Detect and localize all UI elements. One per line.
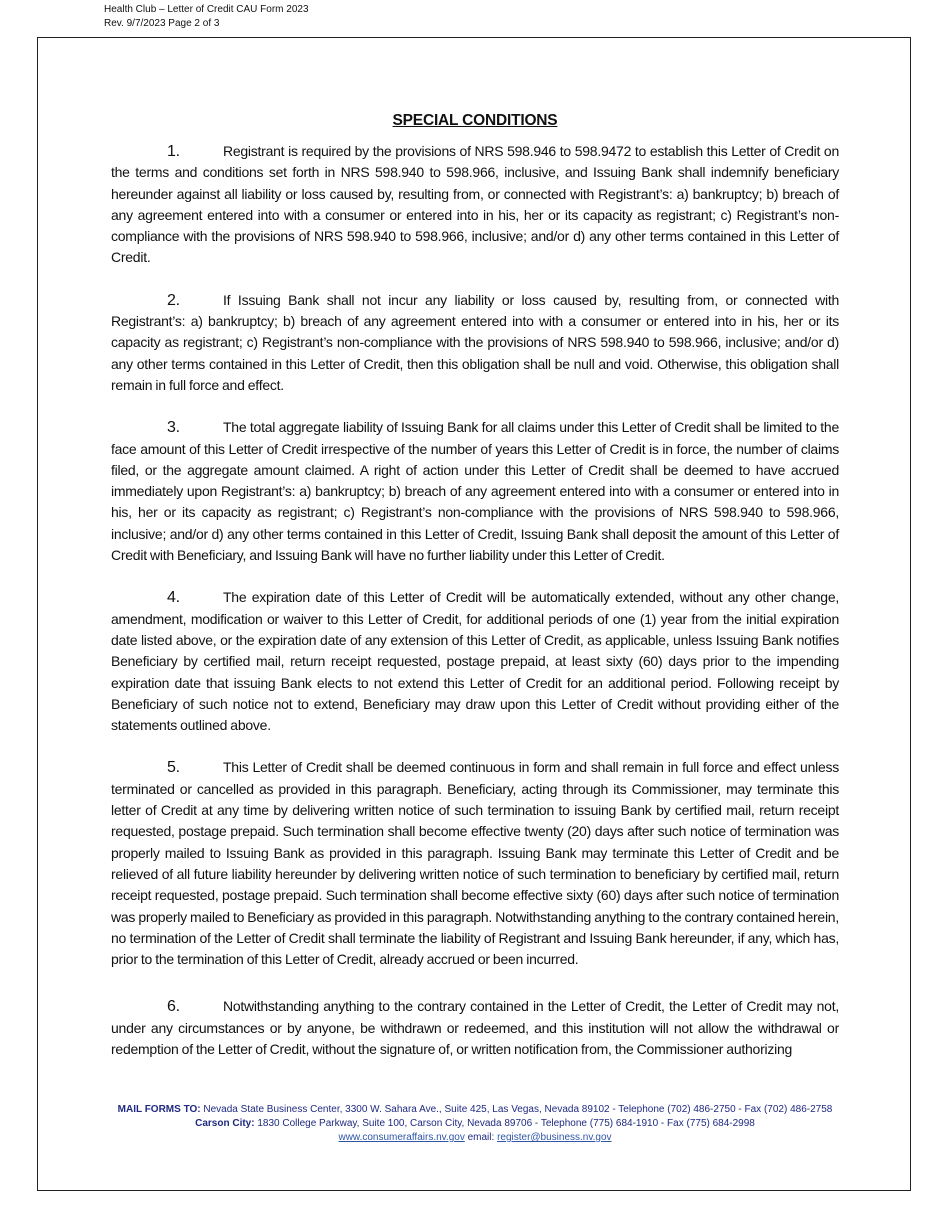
page-header xyxy=(104,3,309,31)
condition-paragraph-2 xyxy=(111,290,839,396)
paragraph-number: 6. xyxy=(167,998,180,1016)
paragraph-number: 4. xyxy=(167,589,180,607)
mail-forms-line xyxy=(100,1103,850,1117)
paragraph-text: If Issuing Bank shall not incur any liability or loss caused by, resulting from, or connected with Registrant’s: a) bankruptcy; b) breach of any agreement entered into with a consumer or entered into in his, her or its capacity as registrant; c) Registrant’s non-compliance with the provisions of NRS 598.940 to 598.966, inclusive; and/or d) any other terms contained in this Letter of Credit, then this obligation shall be null and void. Otherwise, this obligation shall remain in full force and effect. xyxy=(111,291,839,393)
paragraph-number: 3. xyxy=(167,419,180,437)
paragraph-text: The expiration date of this Letter of Credit will be automatically extended, without any other change, amendment, modification or waiver to this Letter of Credit, for additional periods of one (1) year from the initial expiration date listed above, or the expiration date of any extension of this Letter of Credit, as applicable, unless Issuing Bank notifies Beneficiary by certified mail, return receipt requested, postage prepaid, at least sixty (60) days prior to the impending expiration date that issuing Bank elects to not extend this Letter of Credit for an additional period. Following receipt by Beneficiary of such notice not to extend, Beneficiary may draw upon this Letter of Credit without providing either of the statements outlined above. xyxy=(111,589,839,734)
condition-paragraph-4 xyxy=(111,587,839,736)
email-link[interactable]: register@business.nv.gov xyxy=(497,1132,612,1143)
email-label: email: xyxy=(464,1132,498,1143)
condition-paragraph-5 xyxy=(111,757,839,970)
form-title: Health Club – Letter of Credit CAU Form 2023 xyxy=(104,4,309,15)
contact-line xyxy=(100,1131,850,1145)
condition-paragraph-3 xyxy=(111,417,839,566)
paragraph-number: 2. xyxy=(167,291,180,309)
website-link[interactable]: www.consumeraffairs.nv.gov xyxy=(338,1132,465,1143)
las-vegas-address: Nevada State Business Center, 3300 W. Sahara Ave., Suite 425, Las Vegas, Nevada 89102 - Telephone (702) 486-2750 - Fax (702) 486-2758 xyxy=(200,1104,833,1115)
paragraph-number: 5. xyxy=(167,759,180,777)
paragraph-text: This Letter of Credit shall be deemed continuous in form and shall remain in full force and effect unless terminated or cancelled as provided in this paragraph. Beneficiary, acting through its Commissioner, may terminate this letter of Credit at any time by delivering written notice of such termination to issuing Bank by certified mail, return receipt requested, postage prepaid. Such termination shall become effective twenty (20) days after such notice of termination was properly mailed to Issuing Bank as provided in this paragraph. Issuing Bank may terminate this Letter of Credit and be relieved of all future liability hereunder by delivering written notice of such termination to beneficiary by certified mail, return receipt requested, postage prepaid. Such termination shall become effective sixty (60) days after such notice of termination was properly mailed to Beneficiary as provided in this paragraph. Notwithstanding anything to the contrary contained herein, no termination of the Letter of Credit shall terminate the liability of Registrant and Issuing Bank hereunder, if any, which has, prior to the termination of this Letter of Credit, already accrued or been incurred. xyxy=(111,759,839,968)
mailing-footer xyxy=(100,1103,850,1145)
condition-paragraph-6 xyxy=(111,996,839,1060)
condition-paragraph-1 xyxy=(111,141,839,269)
paragraph-text: Notwithstanding anything to the contrary contained in the Letter of Credit, the Letter of Credit may not, under any circumstances or by anyone, be withdrawn or redeemed, and this institution will not allow the withdrawal or redemption of the Letter of Credit, without the signature of, or written notification from, the Commissioner authorizing xyxy=(111,998,839,1057)
carson-city-label: Carson City: xyxy=(195,1118,255,1129)
document-body xyxy=(111,111,839,1060)
paragraph-number: 1. xyxy=(167,143,180,160)
carson-city-line xyxy=(100,1117,850,1131)
section-title: SPECIAL CONDITIONS xyxy=(392,112,558,129)
carson-city-address: 1830 College Parkway, Suite 100, Carson City, Nevada 89706 - Telephone (775) 684-1910 - Fax (775) 684-2998 xyxy=(254,1118,755,1129)
paragraph-text: The total aggregate liability of Issuing Bank for all claims under this Letter of Credit shall be limited to the face amount of this Letter of Credit irrespective of the number of years this Letter of Credit is in force, the number of claims filed, or the aggregate amount claimed. A right of action under this Letter of Credit shall be deemed to have accrued immediately upon Registrant’s: a) bankruptcy; b) breach of any agreement entered into with a consumer or entered into in his, her or its capacity as registrant; c) Registrant’s non-compliance with the provisions of NRS 598.940 to 598.966, inclusive; and/or d) any other terms contained in this Letter of Credit, Issuing Bank shall deposit the amount of this Letter of Credit with Beneficiary, and Issuing Bank will have no further liability under this Letter of Credit. xyxy=(111,419,839,564)
mail-forms-label: MAIL FORMS TO: xyxy=(117,1104,201,1115)
revision-page-number: Rev. 9/7/2023 Page 2 of 3 xyxy=(104,18,220,29)
paragraph-text: Registrant is required by the provisions of NRS 598.946 to 598.9472 to establish this Letter of Credit on the terms and conditions set forth in NRS 598.940 to 598.966, inclusive, and Issuing Bank shall indemnify beneficiary hereunder against all liability or loss caused by, resulting from, or connected with Registrant’s: a) bankruptcy; b) breach of any agreement entered into with a consumer or entered into in his, her or its capacity as registrant; c) Registrant’s non-compliance with the provisions of NRS 598.940 to 598.966, inclusive; and/or d) any other terms contained in this Letter of Credit. xyxy=(111,143,839,266)
